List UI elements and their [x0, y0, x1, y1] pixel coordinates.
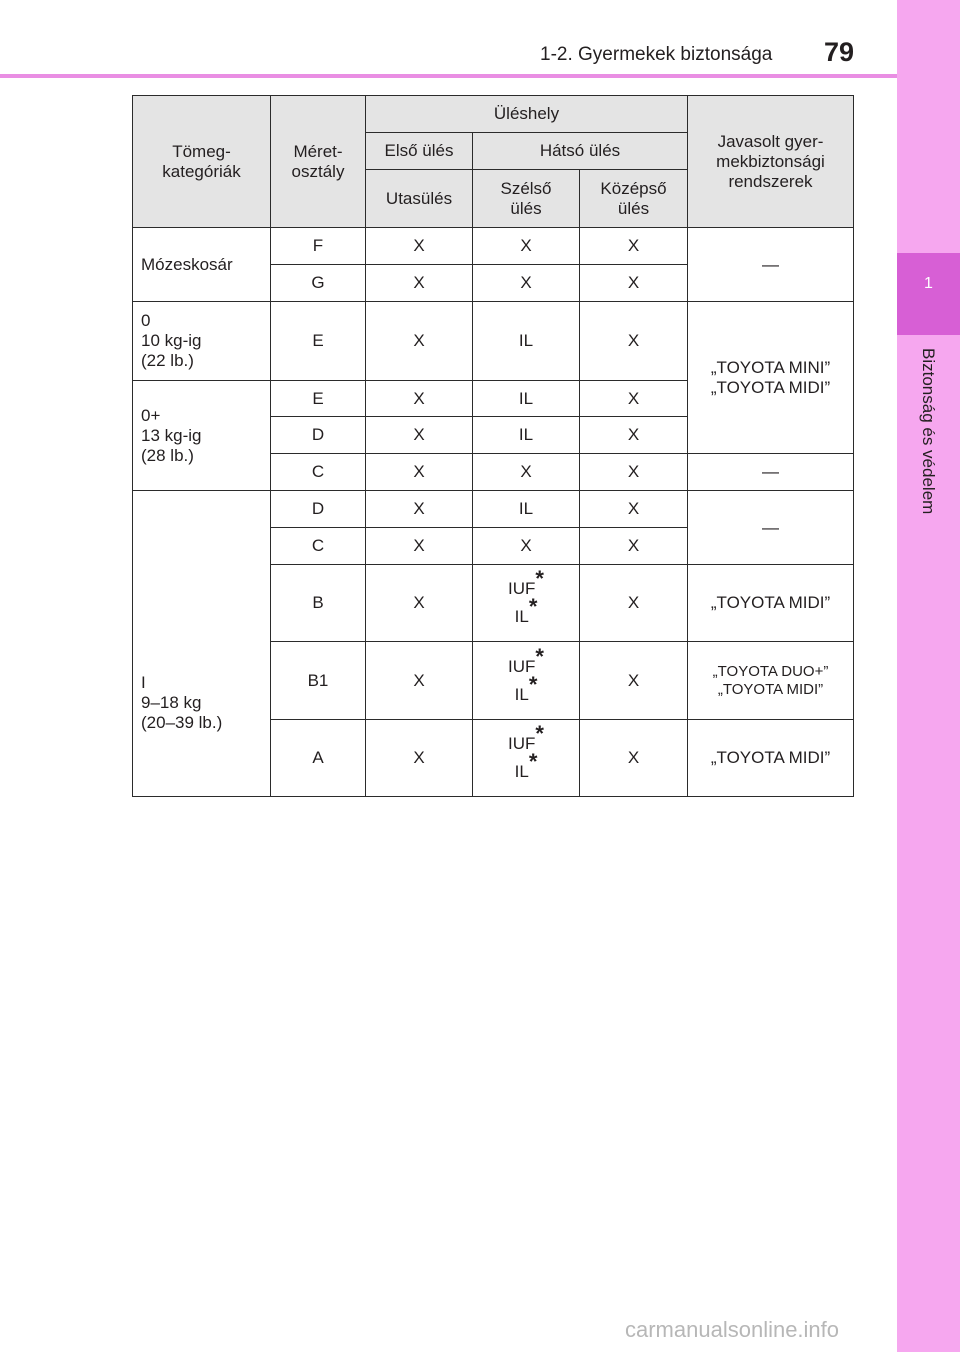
outer-value: IUF — [508, 656, 536, 676]
asterisk-mark: * — [535, 643, 544, 669]
weight-class-cell: I 9–18 kg (20–39 lb.) — [133, 491, 271, 797]
outer-cell: IL — [473, 491, 580, 528]
recommendation-cell: „TOYOTA MIDI” — [688, 720, 854, 797]
weight-class-cell: 0 10 kg-ig (22 lb.) — [133, 302, 271, 381]
middle-cell: X — [580, 565, 688, 642]
size-cell: D — [271, 417, 366, 454]
outer-cell: IL — [473, 417, 580, 454]
asterisk-mark: * — [535, 721, 544, 747]
header-weight-class: Tömeg- kategóriák — [133, 96, 271, 228]
outer-cell — [473, 565, 580, 642]
size-cell: D — [271, 491, 366, 528]
size-cell: G — [271, 265, 366, 302]
passenger-cell: X — [366, 417, 473, 454]
middle-cell: X — [580, 417, 688, 454]
asterisk-mark: * — [535, 566, 544, 592]
passenger-cell: X — [366, 642, 473, 720]
middle-cell: X — [580, 302, 688, 381]
size-cell: F — [271, 228, 366, 265]
middle-cell: X — [580, 491, 688, 528]
middle-cell: X — [580, 528, 688, 565]
header-passenger-seat: Utasülés — [366, 170, 473, 228]
outer-cell: X — [473, 265, 580, 302]
outer-value: IUF — [508, 734, 536, 753]
table-row — [133, 228, 854, 265]
size-cell: E — [271, 381, 366, 417]
header-seat-position: Üléshely — [366, 96, 688, 133]
chapter-tab: 1 — [897, 253, 960, 335]
header-recommended-systems: Javasolt gyer- mekbiztonsági rendszerek — [688, 96, 854, 228]
outer-value: IL — [514, 684, 529, 704]
passenger-cell: X — [366, 720, 473, 797]
asterisk-mark: * — [528, 671, 538, 697]
recommendation-cell: — — [688, 228, 854, 302]
header-rear-seat: Hátsó ülés — [473, 133, 688, 170]
table-row — [133, 491, 854, 528]
passenger-cell: X — [366, 454, 473, 491]
size-cell: C — [271, 454, 366, 491]
watermark-text: carmanualsonline.info — [625, 1317, 840, 1342]
size-cell: B — [271, 565, 366, 642]
outer-cell: IL — [473, 302, 580, 381]
outer-cell: X — [473, 228, 580, 265]
outer-cell — [473, 642, 580, 720]
outer-cell: IL — [473, 381, 580, 417]
running-title: 1-2. Gyermekek biztonsága — [540, 44, 773, 65]
chapter-title: Biztonság és védelem — [919, 348, 938, 515]
middle-cell: X — [580, 265, 688, 302]
outer-value: IL — [514, 762, 529, 781]
passenger-cell: X — [366, 491, 473, 528]
recommendation-cell: — — [688, 491, 854, 565]
header-rule — [0, 74, 897, 78]
page-number: 79 — [824, 37, 855, 67]
side-bar — [897, 0, 960, 1352]
outer-value: IUF — [508, 579, 536, 598]
asterisk-mark: * — [528, 594, 538, 620]
middle-cell: X — [580, 720, 688, 797]
passenger-cell: X — [366, 381, 473, 417]
asterisk-mark: * — [528, 749, 538, 775]
child-seat-table — [132, 95, 854, 797]
size-cell: E — [271, 302, 366, 381]
middle-cell: X — [580, 381, 688, 417]
outer-cell: X — [473, 454, 580, 491]
passenger-cell: X — [366, 528, 473, 565]
header-middle-seat: Középső ülés — [580, 170, 688, 228]
header-outer-seat: Szélső ülés — [473, 170, 580, 228]
recommendation-cell: „TOYOTA MIDI” — [688, 565, 854, 642]
size-cell: A — [271, 720, 366, 797]
middle-cell: X — [580, 454, 688, 491]
size-cell: C — [271, 528, 366, 565]
header-size-class: Méret- osztály — [271, 96, 366, 228]
table-row — [133, 302, 854, 381]
header-front-seat: Első ülés — [366, 133, 473, 170]
passenger-cell: X — [366, 565, 473, 642]
recommendation-cell: „TOYOTA MINI” „TOYOTA MIDI” — [688, 302, 854, 454]
size-cell: B1 — [271, 642, 366, 720]
passenger-cell: X — [366, 265, 473, 302]
outer-cell: X — [473, 528, 580, 565]
outer-value: IL — [514, 607, 529, 626]
passenger-cell: X — [366, 302, 473, 381]
passenger-cell: X — [366, 228, 473, 265]
weight-class-cell: 0+ 13 kg-ig (28 lb.) — [133, 381, 271, 491]
outer-cell — [473, 720, 580, 797]
recommendation-cell: — — [688, 454, 854, 491]
recommendation-cell: „TOYOTA DUO+” „TOYOTA MIDI” — [688, 642, 854, 720]
middle-cell: X — [580, 228, 688, 265]
middle-cell: X — [580, 642, 688, 720]
weight-class-cell: Mózeskosár — [133, 228, 271, 302]
